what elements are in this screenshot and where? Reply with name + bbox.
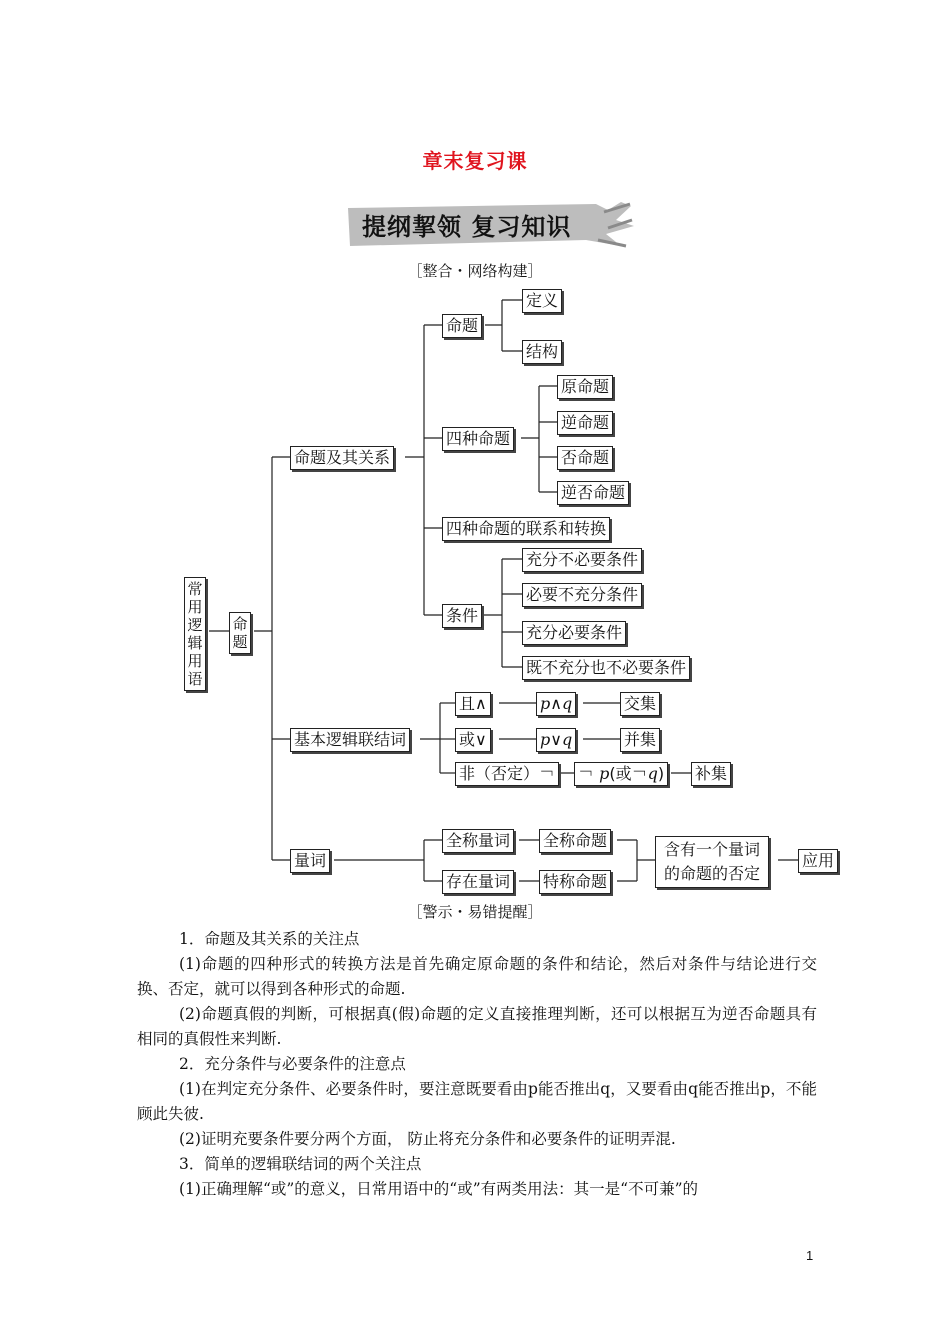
node-necessary-not-sufficient: 必要不充分条件 xyxy=(522,583,642,607)
node-converse: 逆命题 xyxy=(557,411,613,435)
section-label-warnings: ［警示・易错提醒］ xyxy=(407,903,543,921)
paragraph-1-1: (1)命题的四种形式的转换方法是首先确定原命题的条件和结论，然后对条件与结论进行交换、否定，就可以得到各种形式的命题. xyxy=(137,955,817,998)
node-condition: 条件 xyxy=(442,604,482,628)
node-or: 或∨ xyxy=(455,728,491,752)
paragraph-2-2: (2)证明充要条件要分两个方面， 防止将充分条件和必要条件的证明弄混. xyxy=(179,1130,676,1148)
node-original-proposition: 原命题 xyxy=(557,375,613,399)
paragraph-2-1: (1)在判定充分条件、必要条件时，要注意既要看由p能否推出q，又要看由q能否推出p，不能顾此失彼. xyxy=(137,1080,817,1123)
node-four-propositions: 四种命题 xyxy=(442,427,514,451)
node-not-p: ￢ p(或￢q) xyxy=(574,762,668,786)
node-quantifiers: 量词 xyxy=(290,849,330,873)
node-p-and-q: p∧q xyxy=(536,692,576,716)
node-and: 且∧ xyxy=(455,692,491,716)
node-definition: 定义 xyxy=(522,289,562,313)
banner-heading: 提纲挈领 复习知识 xyxy=(362,213,572,241)
node-union: 并集 xyxy=(620,728,660,752)
node-inverse: 否命题 xyxy=(557,446,613,470)
node-neither: 既不充分也不必要条件 xyxy=(522,656,690,680)
node-not: 非（否定）￢ xyxy=(455,762,559,786)
node-quantifier-negation: 含有一个量词 的命题的否定 xyxy=(655,836,769,888)
node-sufficient-not-necessary: 充分不必要条件 xyxy=(522,548,642,572)
node-existential-proposition: 特称命题 xyxy=(539,870,611,894)
root-node-logic-terms: 常 用 逻 辑 用 语 xyxy=(184,577,206,691)
node-mingti: 命题 xyxy=(442,314,482,338)
node-proposition-relations: 命题及其关系 xyxy=(290,446,394,470)
paragraph-1-2: (2)命题真假的判断，可根据真(假)命题的定义直接推理判断，还可以根据互为逆否命题具有相同的真假性来判断. xyxy=(137,1005,817,1048)
node-application: 应用 xyxy=(798,849,838,873)
node-logical-connectives: 基本逻辑联结词 xyxy=(290,728,410,752)
node-intersection: 交集 xyxy=(620,692,660,716)
node-four-relations: 四种命题的联系和转换 xyxy=(442,517,610,541)
section-label-network: ［整合・网络构建］ xyxy=(407,262,543,280)
node-contrapositive: 逆否命题 xyxy=(557,481,629,505)
node-existential-quantifier: 存在量词 xyxy=(442,870,514,894)
heading-point-1: 1．命题及其关系的关注点 xyxy=(179,930,360,948)
node-structure: 结构 xyxy=(522,340,562,364)
node-complement: 补集 xyxy=(691,762,731,786)
node-proposition: 命 题 xyxy=(229,612,251,654)
node-universal-proposition: 全称命题 xyxy=(539,829,611,853)
page-title: 章末复习课 xyxy=(422,149,528,173)
heading-point-2: 2．充分条件与必要条件的注意点 xyxy=(179,1055,406,1073)
page-number: 1 xyxy=(806,1248,814,1263)
node-p-or-q: p∨q xyxy=(536,728,576,752)
heading-point-3: 3．简单的逻辑联结词的两个关注点 xyxy=(179,1155,422,1173)
paragraph-3-1: (1)正确理解“或”的意义，日常用语中的“或”有两类用法：其一是“不可兼”的 xyxy=(179,1180,699,1198)
node-universal-quantifier: 全称量词 xyxy=(442,829,514,853)
node-necessary-and-sufficient: 充分必要条件 xyxy=(522,621,626,645)
